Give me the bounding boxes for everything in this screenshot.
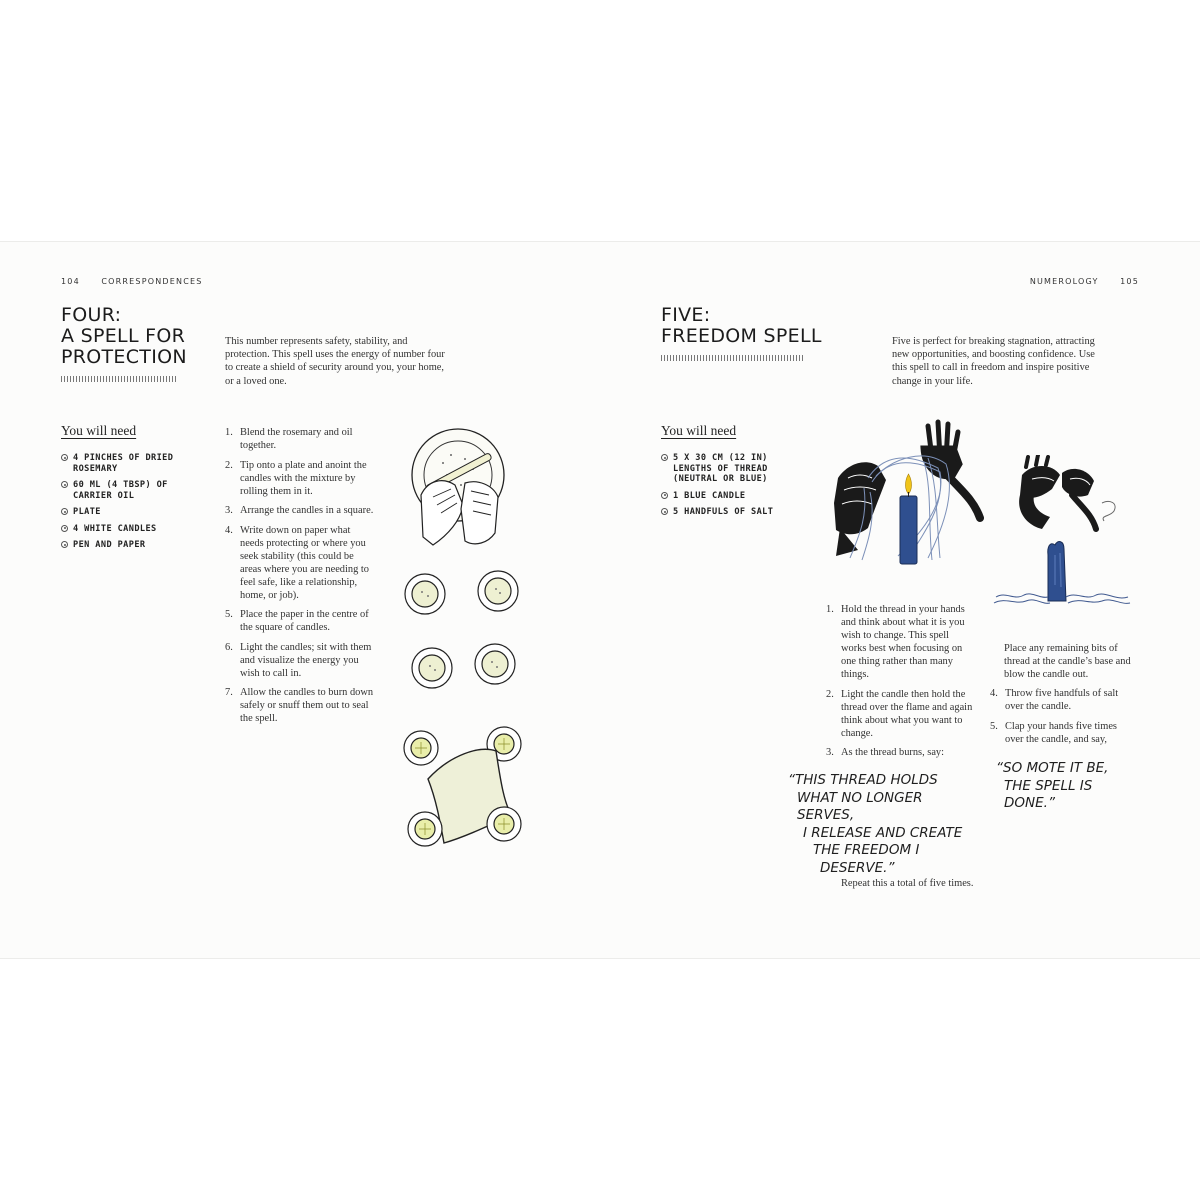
you-will-need-heading: You will need [61, 423, 137, 438]
thread-chant-quote: “THIS THREAD HOLDS WHAT NO LONGER SERVES, I RELEASE AND CREATE THE FREEDOM I DESERVE.” [788, 772, 963, 876]
list-item: 4 WHITE CANDLES [61, 524, 186, 535]
bullet-icon [661, 508, 668, 515]
title-rule [61, 376, 178, 382]
left-steps-list [225, 426, 375, 732]
bullet-icon [61, 541, 68, 548]
bullet-icon [61, 454, 68, 461]
hands-anointing-candle-icon [403, 425, 523, 555]
title-line-3: PROTECTION [61, 346, 187, 368]
intro-text: This number represents safety, stability, and protection. This spell uses the energy of number four to create a shield of security around you, your home, or a loved one. [225, 336, 445, 387]
title-line-2: A SPELL FOR [61, 325, 186, 347]
right-steps-list-2 [990, 687, 1130, 752]
title-line-2: FREEDOM SPELL [661, 325, 822, 347]
list-item: 2. Light the candle then hold the thread over the flame and again think about what you want to change. [826, 688, 973, 739]
list-item: 5 HANDFULS OF SALT [661, 507, 809, 518]
intro-text: Five is perfect for breaking stagnation, attracting new opportunities, and boosting confidence. Use this spell to call in freedom and inspire positive change in your life. [892, 336, 1095, 387]
ingredients-list [661, 453, 809, 524]
list-item: 5 X 30 CM (12 IN) LENGTHS OF THREAD (NEUTRAL OR BLUE) [661, 453, 809, 485]
list-item: PLATE [61, 507, 186, 518]
ingredients-list [61, 453, 186, 557]
list-item: 4. Write down on paper what needs protecting or where you seek stability (this could be areas where you are needing to feel safe, like a relationship, home, or job). [225, 524, 369, 601]
list-item: 5. Clap your hands five times over the candle, and say, [990, 720, 1117, 745]
closing-chant-quote: “SO MOTE IT BE, THE SPELL IS DONE.” [996, 760, 1109, 811]
candle-rings-icon [400, 568, 530, 698]
burnt-candle-hands-icon [992, 455, 1132, 610]
right-title-block [661, 305, 831, 361]
bullet-icon [61, 525, 68, 532]
list-item: 4 PINCHES OF DRIED ROSEMARY [61, 453, 186, 474]
list-item: 4. Throw five handfuls of salt over the candle. [990, 688, 1119, 712]
list-item: PEN AND PAPER [61, 540, 186, 551]
left-title-block [61, 305, 211, 382]
repeat-note: Repeat this a total of five times. [841, 878, 974, 889]
left-running-header [61, 277, 203, 286]
bullet-icon [61, 481, 68, 488]
right-steps-list-1 [826, 603, 976, 766]
list-item: 2. Tip onto a plate and anoint the candles with the mixture by rolling them in it. [225, 459, 367, 497]
list-item: 1 BLUE CANDLE [661, 491, 809, 502]
page-title [661, 305, 831, 347]
page-title [61, 305, 211, 368]
list-item: 5. Place the paper in the centre of the square of candles. [225, 609, 369, 633]
list-item: 3. Arrange the candles in a square. [225, 505, 374, 516]
right-section-name: NUMEROLOGY [1029, 277, 1099, 286]
right-running-header [1030, 277, 1139, 286]
you-will-need-heading: You will need [661, 423, 737, 438]
list-item: 3. As the thread burns, say: [826, 747, 945, 758]
list-item: 1. Hold the thread in your hands and think about what it is you wish to change. This spell works best when focusing on one thing rather than many things. [826, 604, 965, 680]
title-rule [661, 355, 804, 361]
left-section-name: CORRESPONDENCES [101, 277, 203, 286]
left-page-number: 104 [61, 277, 80, 286]
paper-between-candles-icon [400, 725, 530, 850]
list-item: 6. Light the candles; sit with them and visualize the energy you wish to call in. [225, 641, 372, 679]
title-line-1: FOUR: [61, 304, 122, 326]
list-item: 1. Blend the rosemary and oil together. [225, 427, 353, 451]
title-line-1: FIVE: [661, 304, 711, 326]
bullet-icon [661, 492, 668, 499]
step-continuation-text: Place any remaining bits of thread at the candle’s base and blow the candle out. [1004, 643, 1131, 680]
hands-thread-candle-icon [828, 418, 988, 568]
list-item: 7. Allow the candles to burn down safely or snuff them out to seal the spell. [225, 687, 374, 724]
right-page-number: 105 [1120, 277, 1139, 286]
list-item: 60 ML (4 TBSP) OF CARRIER OIL [61, 480, 186, 501]
bullet-icon [661, 454, 668, 461]
bullet-icon [61, 508, 68, 515]
